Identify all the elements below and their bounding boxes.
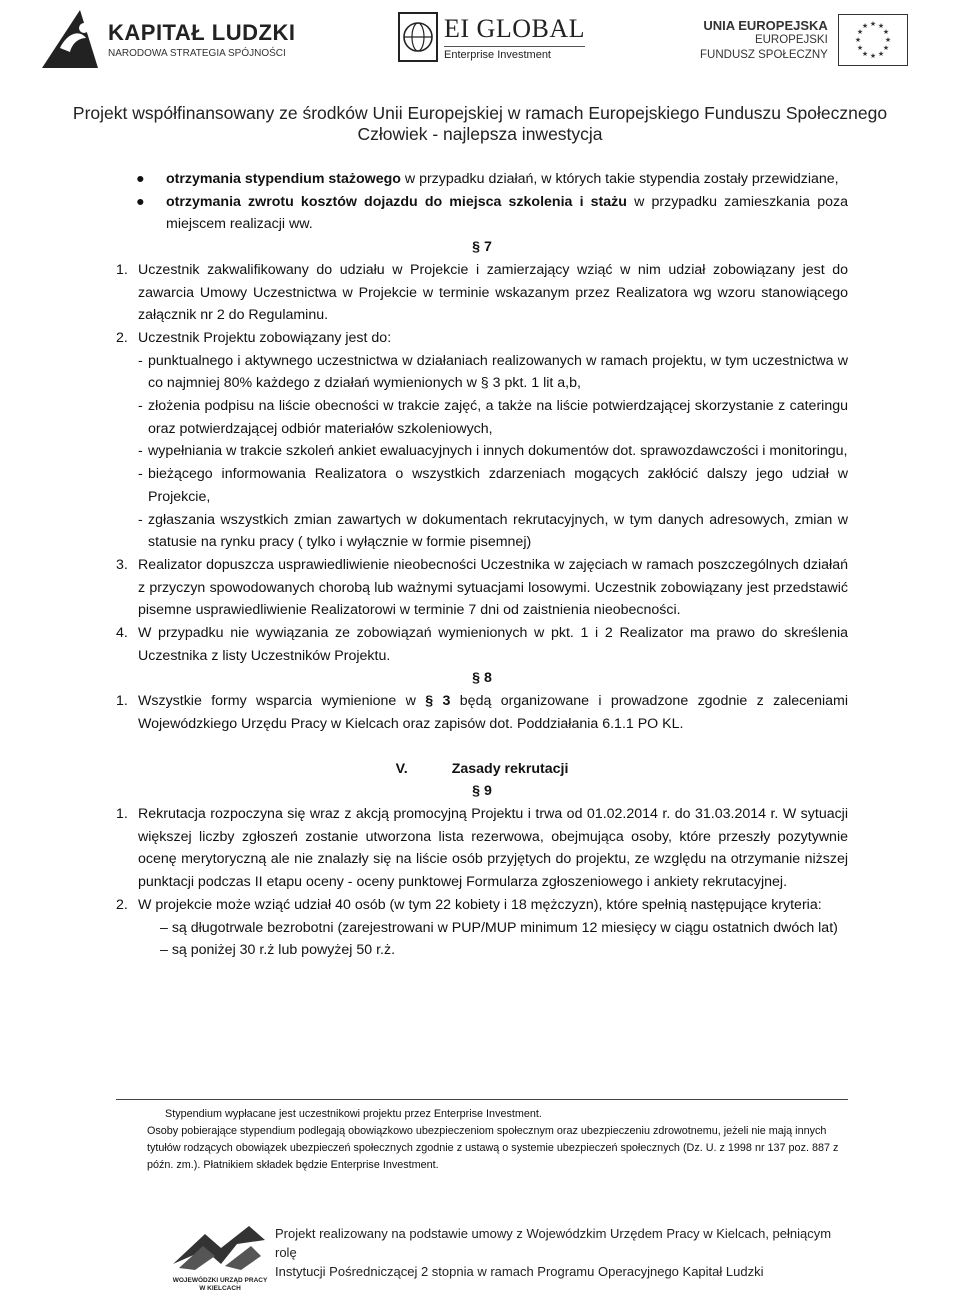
eu-line1: UNIA EUROPEJSKA bbox=[703, 17, 828, 33]
list-item: - punktualnego i aktywnego uczestnictwa w działaniach realizowanych w ramach projektu, w tym uczestnictwa w co najmniej 80% każdego z działań wymienionych w § 3 pkt. 1 lit a,b, bbox=[116, 350, 848, 395]
paragraph-number: 4. bbox=[116, 625, 128, 642]
paragraph-text: Uczestnik zakwalifikowany do udziału w Projekcie i zamierzający wziąć w nim udział zobowiązany jest do zawarcia Umowy Uczestnictwa w Projekcie w terminie wskazanym przez Realizatora wg wzoru stanowiącego załącznik nr 2 do Regulaminu. bbox=[138, 261, 848, 324]
cofinancing-line1: Projekt współfinansowany ze środków Unii Europejskiej w ramach Europejskiego Funduszu Społecznego bbox=[72, 103, 888, 123]
svg-text:★: ★ bbox=[854, 36, 861, 44]
document-body bbox=[116, 168, 848, 962]
paragraph bbox=[116, 259, 848, 327]
svg-text:★: ★ bbox=[856, 28, 863, 36]
svg-text:★: ★ bbox=[877, 22, 884, 30]
footer-line2: Instytucji Pośredniczącej 2 stopnia w ramach Programu Operacyjnego Kapitał Ludzki bbox=[275, 1264, 764, 1279]
bullet-text: w przypadku działań, w których takie stypendia zostały przewidziane, bbox=[400, 171, 839, 187]
list-item-text: bieżącego informowania Realizatora o wszystkich zdarzeniach mogących zakłócić dalszy jego udział w Projekcie, bbox=[148, 466, 848, 505]
criteria-item: – są poniżej 30 r.ż lub powyżej 50 r.ż. bbox=[160, 942, 396, 959]
paragraph-text: Wszystkie formy wsparcia wymienione w bbox=[138, 693, 426, 710]
footnote-divider bbox=[116, 1099, 848, 1100]
paragraph-number: 1. bbox=[116, 805, 128, 822]
bullet-text: w przypadku zamieszkania poza miejscem realizacji ww. bbox=[166, 193, 849, 233]
svg-text:★: ★ bbox=[882, 44, 889, 52]
eu-line3: FUNDUSZ SPOŁECZNY bbox=[700, 48, 828, 61]
ei-global-globe-icon bbox=[398, 12, 438, 62]
paragraph-text: Realizator dopuszcza usprawiedliwienie nieobecności Uczestnika w zajęciach w ramach poszczególnych działań z przyczyn spowodowanych chorobą lub ważnymi sytuacjami losowymi. Uczestnik zobowiązany jest przedstawić pisemne usprawiedliwienie Realizatorowi w terminie 7 dni od zaistnienia nieobecności. bbox=[138, 556, 848, 619]
list-item-text: zgłaszania wszystkich zmian zawartych w dokumentach rekrutacyjnych, w tym danych adresowych, zmian w statusie na rynku pracy ( tylko i wyłącznie w formie pisemnej) bbox=[148, 511, 848, 551]
footer-line1: Projekt realizowany na podstawie umowy z Wojewódzkim Urzędem Pracy w Kielcach, pełniącym rolę bbox=[275, 1226, 832, 1260]
list-item-text: wypełniania w trakcie szkoleń ankiet ewaluacyjnych i innych dokumentów dot. sprawozdawczości i monitoringu, bbox=[148, 443, 848, 460]
svg-text:★: ★ bbox=[869, 20, 876, 28]
kapital-ludzki-logo bbox=[40, 8, 295, 70]
eu-flag-icon bbox=[838, 14, 908, 66]
page-footer bbox=[115, 1212, 847, 1302]
paragraph bbox=[116, 327, 848, 350]
bullet-bold: otrzymania zwrotu kosztów dojazdu do miejsca szkolenia i stażu bbox=[166, 193, 627, 210]
paragraph-text: W przypadku nie wywiązania ze zobowiązań wymienionych w pkt. 1 i 2 Realizator ma prawo do skreślenia Uczestnika z listy Uczestników Projektu. bbox=[138, 625, 848, 664]
chapter-title: Zasady rekrutacji bbox=[451, 760, 569, 777]
list-item: - złożenia podpisu na liście obecności w trakcie zajęć, a także na liście potwierdzającej skorzystanie z cateringu oraz potwierdzającej odbiór materiałów szkoleniowych, bbox=[116, 395, 848, 440]
kapital-ludzki-title: KAPITAŁ LUDZKI bbox=[108, 19, 296, 45]
paragraph-number: 1. bbox=[116, 693, 128, 710]
svg-text:★: ★ bbox=[861, 22, 868, 30]
paragraph bbox=[116, 803, 848, 894]
footer-text bbox=[275, 1224, 855, 1281]
paragraph-number: 2. bbox=[116, 896, 128, 913]
eu-line2: EUROPEJSKI bbox=[754, 33, 828, 46]
list-item: - wypełniania w trakcie szkoleń ankiet ewaluacyjnych i innych dokumentów dot. sprawozdawczości i monitoringu, bbox=[116, 440, 848, 463]
paragraph bbox=[116, 554, 848, 622]
list-item bbox=[136, 191, 848, 236]
section-heading: § 8 bbox=[472, 670, 492, 687]
section-heading: § 7 bbox=[472, 239, 492, 256]
paragraph bbox=[116, 690, 848, 735]
wup-name-line2: W KIELCACH bbox=[199, 1285, 241, 1292]
ei-global-logo bbox=[398, 12, 585, 62]
svg-text:★: ★ bbox=[884, 36, 891, 44]
paragraph-text: będą organizowane i prowadzone zgodnie z zaleceniami Wojewódzkiego Urzędu Pracy w Kielcach oraz zapisów dot. Poddziałania 6.1.1 PO KL. bbox=[138, 693, 848, 732]
paragraph-number: 2. bbox=[116, 329, 128, 346]
wup-arrows-icon bbox=[165, 1220, 275, 1272]
logo-bar bbox=[0, 0, 960, 98]
paragraph bbox=[116, 894, 848, 917]
bullet-icon: ● bbox=[136, 193, 145, 210]
bullet-bold: otrzymania stypendium stażowego bbox=[166, 171, 401, 187]
kapital-ludzki-subtitle: NARODOWA STRATEGIA SPÓJNOŚCI bbox=[108, 47, 286, 59]
cofinancing-line2: Człowiek - najlepsza inwestycja bbox=[357, 124, 603, 144]
footnote-1: Stypendium wypłacane jest uczestnikowi projektu przez Enterprise Investment. bbox=[165, 1108, 542, 1120]
chapter-number: V. bbox=[395, 760, 408, 777]
svg-text:★: ★ bbox=[882, 28, 889, 36]
wup-logo bbox=[160, 1220, 280, 1302]
footnote-2: Osoby pobierające stypendium podlegają obowiązkowo ubezpieczeniom społecznym oraz ubezpieczeniu zdrowotnemu, jeżeli nie mają innych tytułów rodzących obowiązek ubezpieczeń społecznych zgodnie z ustawą o systemie ubezpieczeń społecznych (Dz. U. z 1998 nr 137 poz. 887 z późn. zm.). Płatnikiem składek będzie Enterprise Investment. bbox=[147, 1125, 839, 1171]
paragraph-number: 3. bbox=[116, 556, 128, 573]
list-item-text: złożenia podpisu na liście obecności w trakcie zajęć, a także na liście potwierdzającej skorzystanie z cateringu oraz potwierdzającej odbiór materiałów szkoleniowych, bbox=[148, 398, 848, 437]
footnotes bbox=[147, 1106, 848, 1174]
svg-text:★: ★ bbox=[861, 50, 868, 58]
section-heading: § 9 bbox=[472, 783, 492, 800]
kapital-ludzki-emblem-icon bbox=[40, 8, 100, 70]
svg-text:★: ★ bbox=[877, 50, 884, 58]
list-item-text: punktualnego i aktywnego uczestnictwa w działaniach realizowanych w ramach projektu, w tym uczestnictwa w co najmniej 80% każdego z działań wymienionych w § 3 pkt. 1 lit a,b, bbox=[148, 352, 848, 392]
svg-text:★: ★ bbox=[869, 52, 876, 60]
bullet-icon: ● bbox=[136, 171, 145, 187]
list-item: - bieżącego informowania Realizatora o wszystkich zdarzeniach mogących zakłócić dalszy jego udział w Projekcie, bbox=[116, 463, 848, 508]
paragraph-text: Uczestnik Projektu zobowiązany jest do: bbox=[138, 329, 392, 346]
chapter-heading bbox=[116, 758, 848, 781]
eu-logo bbox=[700, 14, 908, 66]
paragraph-text: Rekrutacja rozpoczyna się wraz z akcją promocyjną Projektu i trwa od 01.02.2014 r. do 31.03.2014 r. W sytuacji większej liczby zgłoszeń zostanie utworzona lista rezerwowa, obejmująca osoby, które przeszły pozytywnie ocenę merytoryczną ale nie znalazły się na liście osób przyjętych do projektu, ze względu na otrzymanie niższej punktacji podczas II etapu oceny - oceny punktowej Formularza zgłoszeniowego i ankiety rekrutacyjnej. bbox=[138, 805, 848, 891]
svg-text:★: ★ bbox=[856, 44, 863, 52]
ei-global-title: EI GLOBAL bbox=[444, 13, 585, 43]
paragraph-text: W projekcie może wziąć udział 40 osób (w tym 22 kobiety i 18 mężczyzn), które spełnią następujące kryteria: bbox=[138, 896, 822, 913]
list-item: - zgłaszania wszystkich zmian zawartych w dokumentach rekrutacyjnych, w tym danych adresowych, zmian w statusie na rynku pracy ( tylko i wyłącznie w formie pisemnej) bbox=[116, 509, 848, 554]
paragraph-bold: § 3 bbox=[425, 693, 451, 710]
paragraph bbox=[116, 622, 848, 667]
paragraph-number: 1. bbox=[116, 261, 128, 278]
wup-name-line1: WOJEWÓDZKI URZĄD PRACY bbox=[172, 1277, 268, 1284]
ei-global-subtitle: Enterprise Investment bbox=[444, 46, 585, 61]
list-item bbox=[136, 168, 848, 191]
criteria-item: – są długotrwale bezrobotni (zarejestrowani w PUP/MUP minimum 12 miesięcy w ciągu ostatnich dwóch lat) bbox=[160, 919, 838, 936]
